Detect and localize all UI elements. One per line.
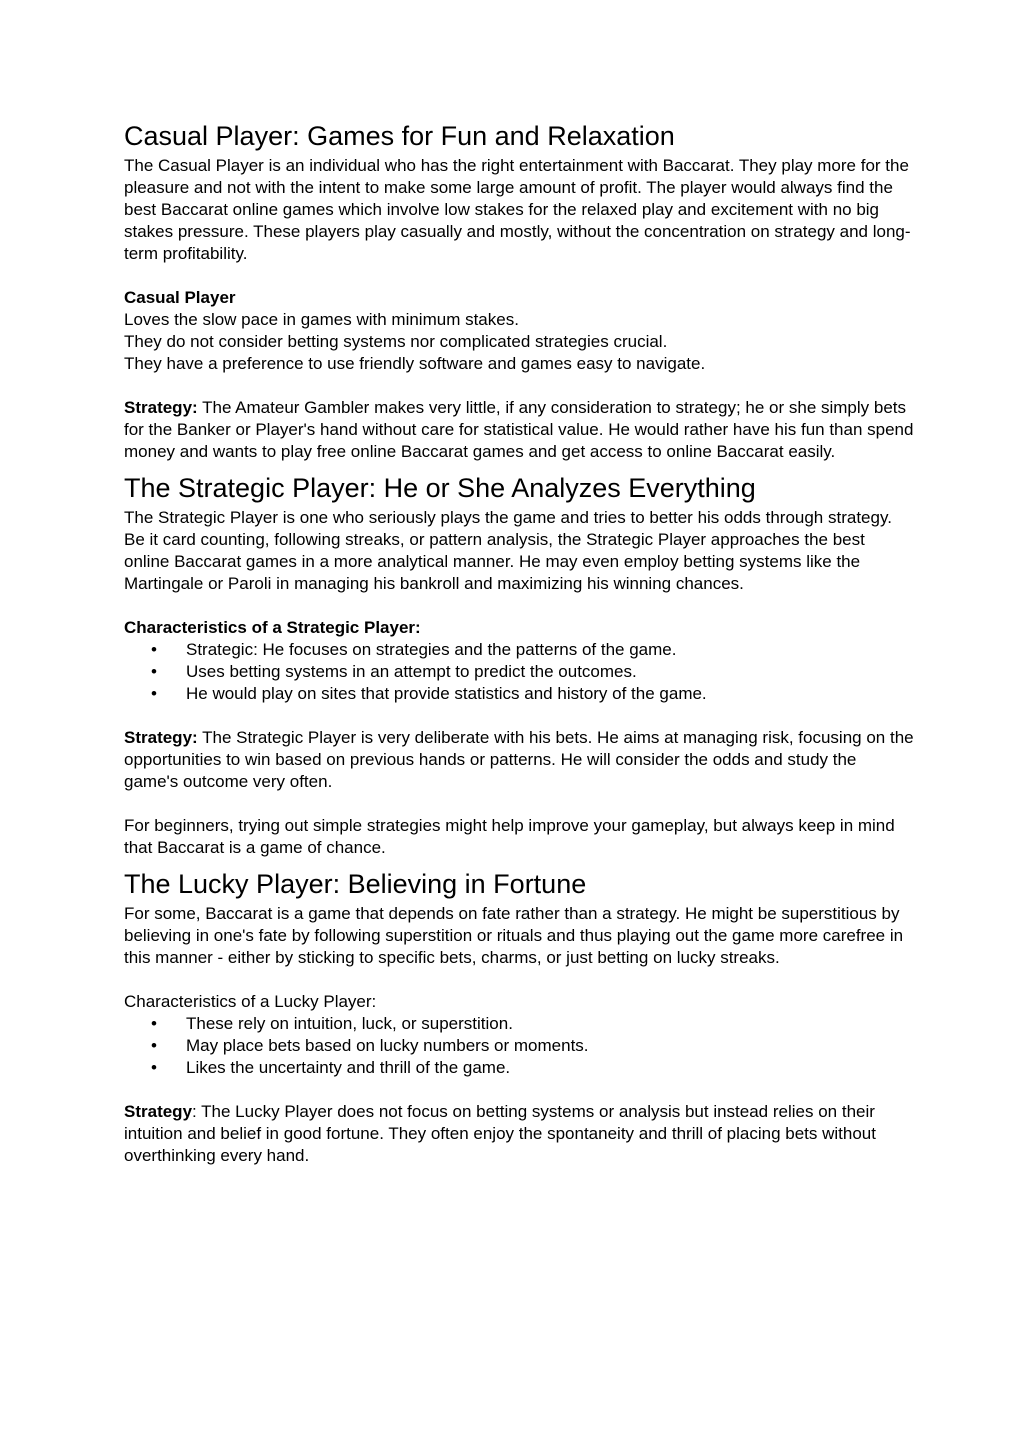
list-title-strategic-text: Characteristics of a Strategic Player: [124, 618, 421, 637]
section-heading-strategic: The Strategic Player: He or She Analyzes Everything [124, 473, 756, 503]
bullet-icon: • [151, 1014, 157, 1033]
section-intro-strategic: The Strategic Player is one who seriously plays the game and tries to better his odds through strategy. Be it card counting, following streaks, or pattern analysis, the Strategic Player approaches the best online Baccarat games in a more analytical manner. He may even employ betting systems like the Martingale or Paroli in managing his bankroll and maximizing his winning chances. [124, 508, 892, 593]
section-heading-casual: Casual Player: Games for Fun and Relaxation [124, 121, 675, 151]
section-intro-lucky: For some, Baccarat is a game that depends on fate rather than a strategy. He might be superstitious by believing in one's fate by following superstition or rituals and thus playing out the game more carefree in this manner - either by sticking to specific bets, charms, or just betting on lucky streaks. [124, 904, 904, 967]
closing-paragraph-strategic: For beginners, trying out simple strategies might help improve your gameplay, but always keep in mind that Baccarat is a game of chance. [124, 816, 895, 857]
list-title-lucky: Characteristics of a Lucky Player: [124, 992, 377, 1011]
casual-line: They have a preference to use friendly software and games easy to navigate. [124, 354, 706, 373]
bullet-list-strategic [124, 639, 914, 705]
bullet-icon: • [151, 1058, 157, 1077]
list-item-text: These rely on intuition, luck, or superstition. [186, 1014, 513, 1033]
list-item-text: He would play on sites that provide statistics and history of the game. [186, 684, 707, 703]
list-item-text: Strategic: He focuses on strategies and the patterns of the game. [186, 640, 677, 659]
strategy-text: : The Lucky Player does not focus on betting systems or analysis but instead relies on their intuition and belief in good fortune. They often enjoy the spontaneity and thrill of placing bets without overthinking every hand. [124, 1102, 876, 1165]
list-item [124, 661, 914, 683]
list-item-text: May place bets based on lucky numbers or moments. [186, 1036, 589, 1055]
list-title-casual [124, 287, 914, 309]
strategy-paragraph-lucky [124, 1101, 914, 1167]
strategy-text: The Amateur Gambler makes very little, if any consideration to strategy; he or she simply bets for the Banker or Player's hand without care for statistical value. He would rather have his fun than spend money and wants to play free online Baccarat games and get access to online Baccarat easily. [124, 398, 914, 461]
list-title-strategic [124, 617, 914, 639]
strategy-label: Strategy [124, 1102, 193, 1121]
casual-line: Loves the slow pace in games with minimum stakes. [124, 310, 519, 329]
strategy-paragraph-strategic [124, 727, 914, 793]
strategy-label: Strategy: [124, 398, 198, 417]
list-item [124, 1057, 914, 1079]
bullet-icon: • [151, 1036, 157, 1055]
document-page [124, 118, 914, 1167]
strategy-text: The Strategic Player is very deliberate with his bets. He aims at managing risk, focusing on the opportunities to win based on previous hands or patterns. He will consider the odds and study the game's outcome very often. [124, 728, 914, 791]
bullet-icon: • [151, 640, 157, 659]
casual-line: They do not consider betting systems nor complicated strategies crucial. [124, 332, 668, 351]
list-item [124, 683, 914, 705]
strategy-label: Strategy: [124, 728, 198, 747]
list-title-casual-text: Casual Player [124, 288, 236, 307]
list-item [124, 1013, 914, 1035]
section-intro-casual: The Casual Player is an individual who has the right entertainment with Baccarat. They play more for the pleasure and not with the intent to make some large amount of profit. The player would always find the best Baccarat online games which involve low stakes for the relaxed play and excitement with no big stakes pressure. These players play casually and mostly, without the concentration on strategy and long-term profitability. [124, 156, 911, 263]
bullet-icon: • [151, 684, 157, 703]
bullet-list-lucky [124, 1013, 914, 1079]
list-item [124, 1035, 914, 1057]
bullet-icon: • [151, 662, 157, 681]
section-heading-lucky: The Lucky Player: Believing in Fortune [124, 869, 587, 899]
list-item-text: Uses betting systems in an attempt to predict the outcomes. [186, 662, 637, 681]
strategy-paragraph-casual [124, 397, 914, 463]
list-item [124, 639, 914, 661]
list-item-text: Likes the uncertainty and thrill of the game. [186, 1058, 511, 1077]
